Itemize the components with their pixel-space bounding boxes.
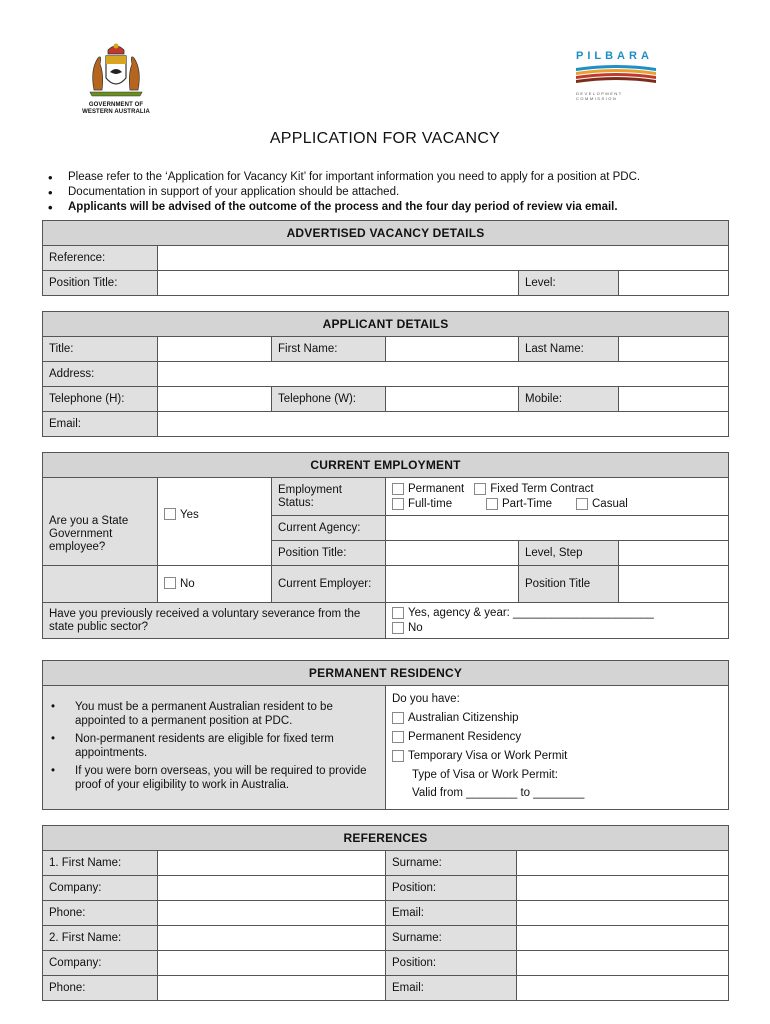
state-gov-question-cont <box>43 566 158 603</box>
residency-options <box>386 686 729 810</box>
part-time-label: Part-Time <box>502 497 553 510</box>
ref2-position-field[interactable] <box>517 951 729 976</box>
position-title-field[interactable] <box>158 271 519 296</box>
section-heading: APPLICANT DETAILS <box>43 312 729 337</box>
position-title-label: Position Title: <box>43 271 158 296</box>
ref1-first-name-field[interactable] <box>158 851 386 876</box>
yes-checkbox[interactable] <box>164 508 176 520</box>
first-name-field[interactable] <box>386 337 519 362</box>
ref2-first-name-label: 2. First Name: <box>43 926 158 951</box>
ref1-surname-field[interactable] <box>517 851 729 876</box>
ref2-email-field[interactable] <box>517 976 729 1001</box>
ref1-company-field[interactable] <box>158 876 386 901</box>
address-label: Address: <box>43 362 158 387</box>
casual-checkbox[interactable] <box>576 498 588 510</box>
visa-type-label: Type of Visa or Work Permit: <box>412 768 558 781</box>
state-gov-question: Are you a State Government employee? <box>43 478 158 566</box>
state-gov-yes-option[interactable] <box>158 478 272 566</box>
severance-no-checkbox[interactable] <box>392 622 404 634</box>
ref2-position-label: Position: <box>386 951 517 976</box>
crest-caption-line2: WESTERN AUSTRALIA <box>82 109 150 115</box>
ref1-position-field[interactable] <box>517 876 729 901</box>
ref2-phone-field[interactable] <box>158 976 386 1001</box>
ref1-surname-label: Surname: <box>386 851 517 876</box>
ref1-phone-label: Phone: <box>43 901 158 926</box>
level-step-label: Level, Step <box>519 541 619 566</box>
title-field[interactable] <box>158 337 272 362</box>
intro-bullet: • Documentation in support of your application should be attached. <box>48 185 738 200</box>
temp-visa-label: Temporary Visa or Work Permit <box>408 749 568 762</box>
wa-government-crest-logo <box>70 40 162 120</box>
intro-bullet-list <box>48 170 738 215</box>
references-table <box>42 825 729 1001</box>
current-employer-field[interactable] <box>386 566 519 603</box>
email-label: Email: <box>43 412 158 437</box>
current-employer-label: Current Employer: <box>272 566 386 603</box>
pilbara-sub-line1: DEVELOPMENT <box>576 91 623 96</box>
current-agency-label: Current Agency: <box>272 516 386 541</box>
residency-note: • You must be a permanent Australian resident to be appointed to a permanent position at PDC. <box>49 700 379 728</box>
reference-field[interactable] <box>158 246 729 271</box>
permanent-residency-checkbox[interactable] <box>392 731 404 743</box>
current-employment-table <box>42 452 729 639</box>
residency-note: • If you were born overseas, you will be required to provide proof of your eligibility to work in Australia. <box>49 764 379 792</box>
first-name-label: First Name: <box>272 337 386 362</box>
ref1-position-label: Position: <box>386 876 517 901</box>
severance-options <box>386 603 729 639</box>
section-heading: PERMANENT RESIDENCY <box>43 661 729 686</box>
title-label: Title: <box>43 337 158 362</box>
ref2-company-label: Company: <box>43 951 158 976</box>
intro-bullet: • Applicants will be advised of the outcome of the process and the four day period of review via email. <box>48 200 738 215</box>
advertised-vacancy-table <box>42 220 729 296</box>
permanent-label: Permanent <box>408 482 465 495</box>
do-you-have-label: Do you have: <box>392 693 460 705</box>
pilbara-development-commission-logo <box>576 50 662 110</box>
ref1-email-field[interactable] <box>517 901 729 926</box>
full-time-checkbox[interactable] <box>392 498 404 510</box>
ref1-email-label: Email: <box>386 901 517 926</box>
applicant-details-table <box>42 311 729 437</box>
employment-status-label: Employment Status: <box>272 478 386 516</box>
section-heading: REFERENCES <box>43 826 729 851</box>
permanent-residency-table <box>42 660 729 810</box>
severance-yes-label: Yes, agency & year: ______________________ <box>408 606 654 619</box>
employment-status-options <box>386 478 729 516</box>
valid-from-label: Valid from ________ to ________ <box>412 787 585 799</box>
temp-visa-checkbox[interactable] <box>392 750 404 762</box>
part-time-checkbox[interactable] <box>486 498 498 510</box>
telephone-home-label: Telephone (H): <box>43 387 158 412</box>
ref2-surname-field[interactable] <box>517 926 729 951</box>
coat-of-arms-icon <box>84 40 148 100</box>
citizenship-checkbox[interactable] <box>392 712 404 724</box>
telephone-work-field[interactable] <box>386 387 519 412</box>
section-heading: CURRENT EMPLOYMENT <box>43 453 729 478</box>
casual-label: Casual <box>592 497 628 510</box>
level-label: Level: <box>519 271 619 296</box>
residency-notes <box>43 686 386 810</box>
ref2-company-field[interactable] <box>158 951 386 976</box>
full-time-label: Full-time <box>408 497 453 510</box>
last-name-field[interactable] <box>619 337 729 362</box>
position-title-field-2[interactable] <box>619 566 729 603</box>
mobile-field[interactable] <box>619 387 729 412</box>
telephone-work-label: Telephone (W): <box>272 387 386 412</box>
ref1-company-label: Company: <box>43 876 158 901</box>
crest-caption-line1: GOVERNMENT OF <box>88 102 144 108</box>
residency-note: • Non-permanent residents are eligible for fixed term appointments. <box>49 732 379 760</box>
permanent-residency-label: Permanent Residency <box>408 730 522 743</box>
address-field[interactable] <box>158 362 729 387</box>
yes-label: Yes <box>180 508 199 521</box>
fixed-term-label: Fixed Term Contract <box>490 482 594 495</box>
no-label: No <box>180 578 195 590</box>
severance-yes-checkbox[interactable] <box>392 607 404 619</box>
permanent-checkbox[interactable] <box>392 483 404 495</box>
ref2-surname-label: Surname: <box>386 926 517 951</box>
ref2-first-name-field[interactable] <box>158 926 386 951</box>
severance-no-label: No <box>408 621 423 634</box>
reference-label: Reference: <box>43 246 158 271</box>
level-step-field[interactable] <box>619 541 729 566</box>
pilbara-wordmark: PILBARA <box>576 50 653 62</box>
current-agency-field[interactable] <box>386 516 729 541</box>
email-field[interactable] <box>158 412 729 437</box>
state-gov-no-option[interactable] <box>158 566 272 603</box>
page-title: APPLICATION FOR VACANCY <box>269 130 501 147</box>
position-title-label-2: Position Title <box>519 566 619 603</box>
section-heading: ADVERTISED VACANCY DETAILS <box>43 221 729 246</box>
ref1-phone-field[interactable] <box>158 901 386 926</box>
ref2-email-label: Email: <box>386 976 517 1001</box>
no-checkbox[interactable] <box>164 577 176 589</box>
position-title-label: Position Title: <box>272 541 386 566</box>
severance-question: Have you previously received a voluntary severance from the state public sector? <box>43 603 386 639</box>
intro-bullet: • Please refer to the ‘Application for Vacancy Kit’ for important information you need to apply for a position at PDC. <box>48 170 738 185</box>
position-title-field[interactable] <box>386 541 519 566</box>
ref2-phone-label: Phone: <box>43 976 158 1001</box>
pilbara-sub-line2: COMMISSION <box>576 96 618 101</box>
fixed-term-checkbox[interactable] <box>474 483 486 495</box>
telephone-home-field[interactable] <box>158 387 272 412</box>
citizenship-label: Australian Citizenship <box>408 711 519 724</box>
mobile-label: Mobile: <box>519 387 619 412</box>
last-name-label: Last Name: <box>519 337 619 362</box>
level-field[interactable] <box>619 271 729 296</box>
ref1-first-name-label: 1. First Name: <box>43 851 158 876</box>
landscape-stripes-icon <box>576 62 656 86</box>
